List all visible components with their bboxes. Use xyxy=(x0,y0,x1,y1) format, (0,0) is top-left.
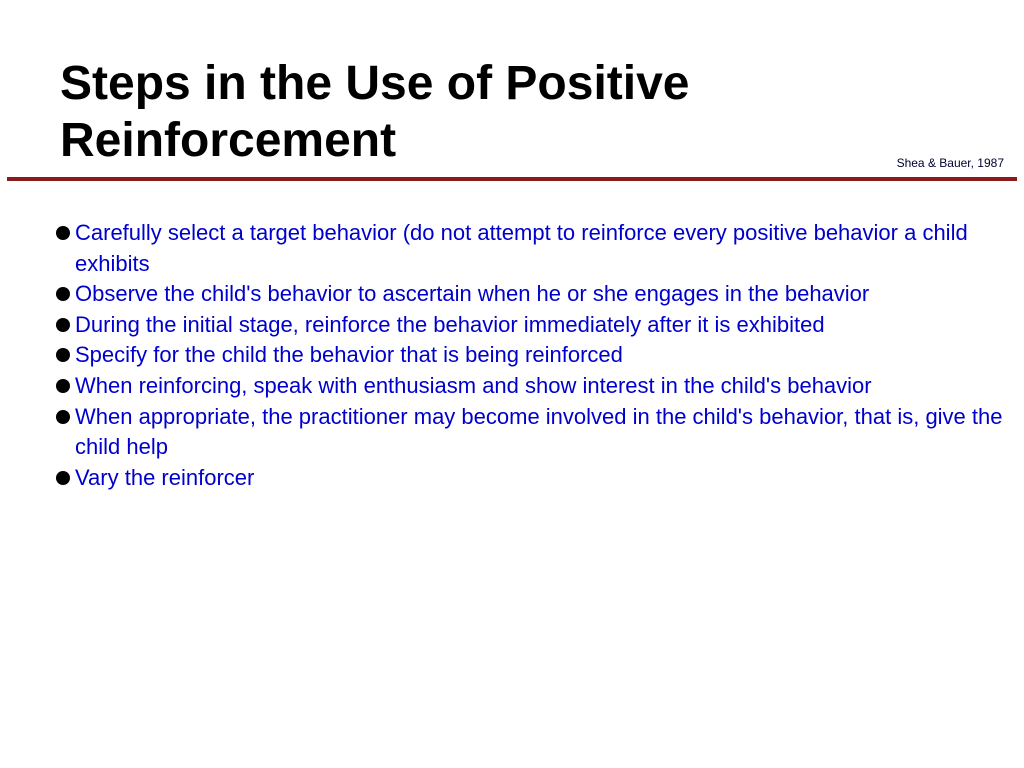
bullet-icon xyxy=(56,471,70,485)
bullet-icon xyxy=(56,318,70,332)
bullet-text: Observe the child's behavior to ascertain when he or she engages in the behavior xyxy=(75,281,870,307)
list-item xyxy=(56,310,1016,341)
bullet-icon xyxy=(56,226,70,240)
slide-title-line-2: Reinforcement xyxy=(60,114,397,167)
slide-title xyxy=(60,55,860,169)
bullet-icon xyxy=(56,287,70,301)
list-item xyxy=(56,371,1016,402)
citation: Shea & Bauer, 1987 xyxy=(896,156,1004,170)
bullet-text: When reinforcing, speak with enthusiasm and show interest in the child's behavior xyxy=(75,372,872,398)
list-item xyxy=(56,279,1016,310)
bullet-text: Vary the reinforcer xyxy=(75,464,255,490)
list-item xyxy=(56,463,1016,494)
bullet-icon xyxy=(56,379,70,393)
bullet-icon xyxy=(56,348,70,362)
slide-title-line-1: Steps in the Use of Positive xyxy=(60,57,690,110)
bullet-list xyxy=(56,218,1016,493)
bullet-icon xyxy=(56,410,70,424)
title-divider xyxy=(7,177,1017,181)
list-item xyxy=(56,340,1016,371)
list-item xyxy=(56,218,1016,279)
bullet-text: Specify for the child the behavior that is being reinforced xyxy=(75,342,623,368)
bullet-text: Carefully select a target behavior (do not attempt to reinforce every positive behavior a child exhibits xyxy=(75,220,968,276)
bullet-text: When appropriate, the practitioner may become involved in the child's behavior, that is, give the child help xyxy=(75,403,1003,460)
list-item xyxy=(56,402,1016,463)
bullet-text: During the initial stage, reinforce the behavior immediately after it is exhibited xyxy=(75,311,825,337)
